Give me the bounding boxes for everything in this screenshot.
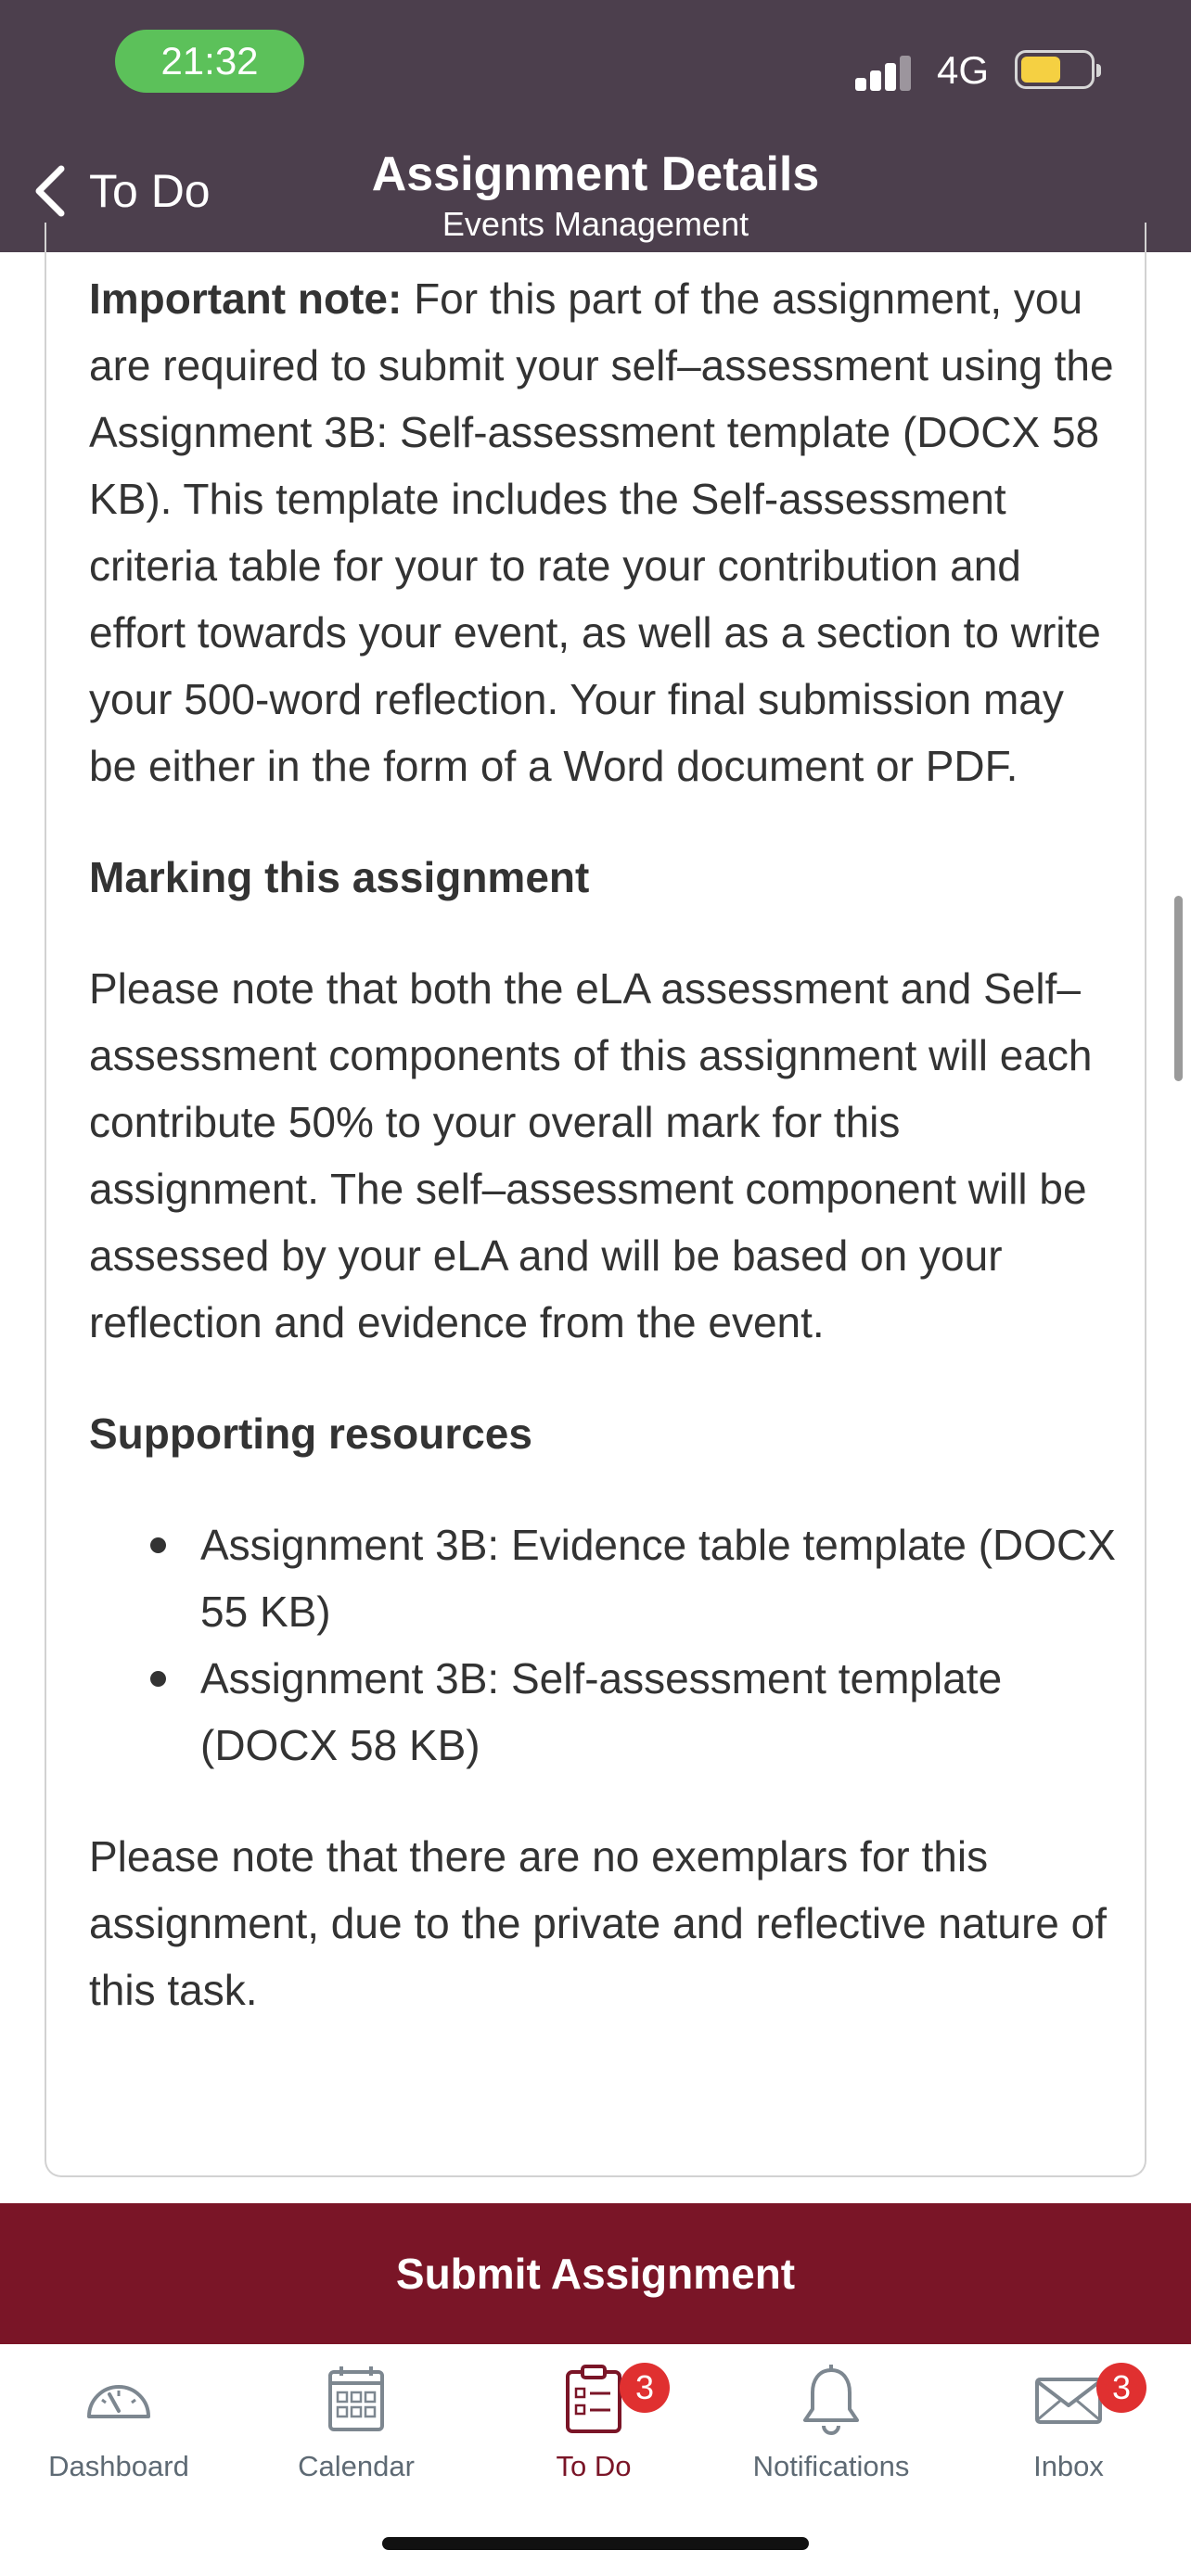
- resource-label: Assignment 3B: Evidence table template (DOCX 55 KB): [200, 1521, 1116, 1636]
- tab-inbox[interactable]: [950, 2363, 1187, 2493]
- tab-label: Notifications: [752, 2450, 910, 2482]
- todo-badge: 3: [620, 2363, 670, 2413]
- tab-label: Calendar: [298, 2450, 415, 2482]
- battery-icon: [1015, 50, 1095, 89]
- inbox-badge: 3: [1096, 2363, 1146, 2413]
- marking-text: Please note that both the eLA assessment and Self–assessment components of this assignment will each contribute 50% to your overall mark for this assignment. The self–assessment component will be assessed by your eLA and will be based on your reflection and evidence from the event.: [89, 964, 1093, 1346]
- back-label: To Do: [89, 165, 211, 217]
- signal-icon: [855, 54, 913, 91]
- back-button[interactable]: [32, 158, 211, 224]
- resources-heading: Supporting resources: [89, 1409, 532, 1458]
- submit-assignment-button[interactable]: Submit Assignment: [0, 2203, 1191, 2344]
- tab-label: Inbox: [1033, 2450, 1104, 2482]
- home-indicator: [382, 2537, 809, 2550]
- scrollbar[interactable]: [1174, 896, 1183, 1081]
- tab-label: Dashboard: [48, 2450, 189, 2482]
- resource-label: Assignment 3B: Self-assessment template (DOCX 58 KB): [200, 1654, 1003, 1769]
- page-title: Assignment Details: [371, 147, 820, 201]
- envelope-icon: [1030, 2363, 1108, 2437]
- calendar-icon: [317, 2363, 395, 2437]
- network-type: 4G: [937, 48, 990, 92]
- marking-heading: Marking this assignment: [89, 853, 590, 901]
- tab-todo[interactable]: [475, 2363, 712, 2493]
- note-label: Important note:: [89, 274, 403, 323]
- tab-notifications[interactable]: [712, 2363, 950, 2493]
- resources-list: [89, 1511, 1121, 1779]
- gauge-icon: [80, 2363, 158, 2437]
- status-time: 21:32: [115, 30, 304, 93]
- tab-calendar[interactable]: [237, 2363, 475, 2493]
- assignment-content: [89, 265, 1121, 2023]
- tab-label: To Do: [556, 2450, 632, 2482]
- chevron-left-icon: [32, 163, 69, 219]
- bell-icon: [792, 2363, 870, 2437]
- important-note: [89, 265, 1121, 799]
- tab-dashboard[interactable]: [0, 2363, 237, 2493]
- clipboard-icon: [555, 2363, 633, 2437]
- note-text: For this part of the assignment, you are required to submit your self–assessment using the Assignment 3B: Self-assessment template (DOCX 58 KB). This template includes the Self-assessment criteria table for your to rate your contribution and effort towards your event, as well as a section to write your 500-word reflection. Your final submission may be either in the form of a Word document or PDF.: [89, 274, 1114, 790]
- app-header: [0, 0, 1191, 252]
- resource-item[interactable]: [89, 1511, 1121, 1645]
- page-subtitle: Events Management: [442, 205, 749, 243]
- resource-item[interactable]: [89, 1645, 1121, 1779]
- exemplar-note: Please note that there are no exemplars for this assignment, due to the private and reflective nature of this task.: [89, 1832, 1107, 2014]
